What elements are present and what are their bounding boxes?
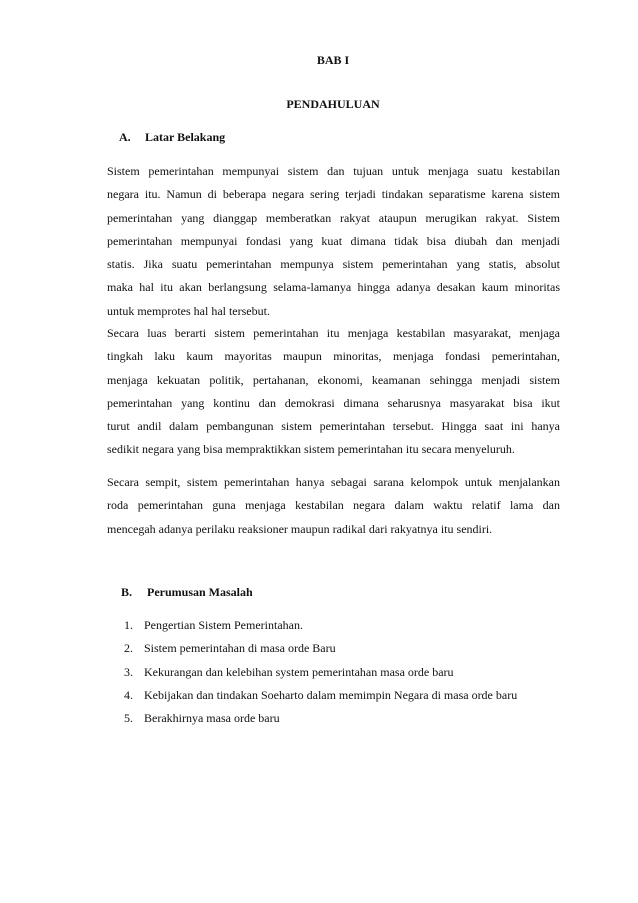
list-item [124, 707, 517, 730]
paragraph-line: statis. Jika suatu pemerintahan mempunya sistem pemerintahan yang statis, absolut [107, 257, 560, 272]
list-item [124, 637, 517, 660]
paragraph-line: turut andil dalam pembangunan sistem pemerintahan tersebut. Hingga saat ini hanya [107, 419, 560, 434]
list-item-text: Pengertian Sistem Pemerintahan. [144, 618, 303, 632]
list-item-number: 2. [124, 641, 133, 656]
list-item-text: Berakhirnya masa orde baru [144, 711, 280, 726]
paragraph-1 [107, 160, 560, 323]
paragraph-line: pemerintahan yang dianggap memberatkan rakyat ataupun merugikan rakyat. Sistem [107, 210, 560, 225]
list-item-number: 3. [124, 664, 133, 679]
paragraph-line: untuk memprotes hal hal tersebut. [107, 303, 270, 318]
section-a-title: Latar Belakang [145, 130, 226, 144]
section-a-letter: A. [119, 130, 131, 144]
paragraph-line: maka hal itu akan berlangsung selama-lamanya hingga adanya desakan kaum minoritas [107, 280, 560, 295]
problem-list [124, 614, 517, 730]
chapter-number: BAB I [316, 53, 350, 67]
list-item [124, 684, 517, 707]
chapter-title: PENDAHULUAN [286, 97, 380, 111]
list-item-number: 1. [124, 618, 133, 632]
list-item-text: Sistem pemerintahan di masa orde Baru [144, 641, 336, 656]
section-b-heading [121, 585, 253, 600]
section-b-title: Perumusan Masalah [147, 585, 253, 599]
paragraph-line: tingkah laku kaum mayoritas maupun minoritas, menjaga fondasi pemerintahan, [107, 349, 560, 364]
paragraph-line: Secara luas berarti sistem pemerintahan itu menjaga kestabilan masyarakat, menjaga [107, 326, 560, 340]
paragraph-line: roda pemerintahan guna menjaga kestabilan negara dalam waktu relatif lama dan [107, 498, 560, 513]
paragraph-line: pemerintahan mempunyai fondasi yang kuat dimana tidak bisa diubah dan menjadi [107, 233, 560, 248]
section-a-heading [119, 130, 225, 145]
list-item-text: Kebijakan dan tindakan Soeharto dalam memimpin Negara di masa orde baru [144, 687, 518, 702]
paragraph-line: Sistem pemerintahan mempunyai sistem dan tujuan untuk menjaga suatu kestabilan [107, 164, 560, 178]
paragraph-line: sedikit negara yang bisa mempraktikkan sistem pemerintahan itu secara menyeluruh. [107, 442, 515, 457]
list-item [124, 614, 517, 637]
section-b-letter: B. [121, 585, 133, 599]
paragraph-line: menjaga kekuatan politik, pertahanan, ekonomi, keamanan sehingga menjadi sistem [107, 372, 560, 387]
paragraph-line: negara itu. Namun di beberapa negara sering terjadi tindakan separatisme karena sistem [107, 187, 560, 202]
paragraph-line: mencegah adanya perilaku reaksioner maupun radikal dari rakyatnya itu sendiri. [107, 521, 493, 536]
paragraph-3 [107, 471, 560, 541]
paragraph-2 [107, 322, 560, 462]
list-item [124, 661, 517, 684]
list-item-number: 5. [124, 711, 133, 726]
list-item-number: 4. [124, 687, 133, 702]
list-item-text: Kekurangan dan kelebihan system pemerintahan masa orde baru [144, 664, 454, 679]
paragraph-line: pemerintahan yang kontinu dan demokrasi dimana seharusnya masyarakat bisa ikut [107, 395, 560, 410]
paragraph-line: Secara sempit, sistem pemerintahan hanya sebagai sarana kelompok untuk menjalankan [107, 475, 560, 489]
